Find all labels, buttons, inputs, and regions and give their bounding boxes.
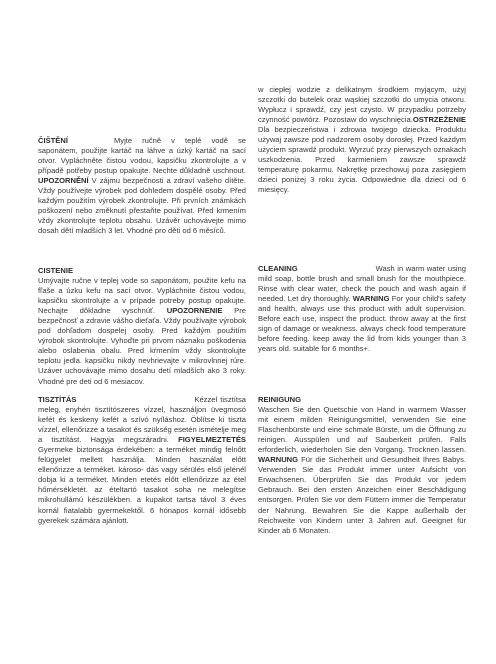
english-text-1: Wash in warm water using mild soap, bottle brush and small brush for the mouthpiece. Rinse with clear water, check the pouch and wash again if needed. Let dry thoroughly. (258, 264, 466, 304)
czech-heading: ČIŠTĚNÍ (38, 136, 68, 145)
czech-text-2: V zájmu bezpečnosti a zdraví vašeho dítěte. Vždy používejte výrobek pod dohledem dospělé osoby. Před každým použitím výrobek zkontrolujte. Při prvních známkách poškození nebo změknutí přestaňte používat. Před krmením vždy zkontrolujte teplotu obsahu. Uzávěr uchovávejte mimo dosah dětí mladších 3 let. Vhodné pro děti od 6 měsíců. (38, 176, 246, 236)
slovak-heading-line (38, 266, 246, 276)
section-polish-continued (258, 85, 466, 196)
english-paragraph (258, 264, 466, 354)
german-text-2: Für die Sicherheit und Gesundheit Ihres Babys. Verwenden Sie das Produkt immer unter Aufsicht von Erwachsenen. Überprüfen Sie das Produkt vor jedem Gebrauch. Bei den ersten Anzeichen einer Beschädigung entsorgen. Prüfen Sie vor dem Füttern immer die Temperatur der Nahrung. Bewahren Sie die Kappe außerhalb der Reichweite von Kindern unter 3 Jahren auf. Geeignet für Kinder ab 6 Monaten. (258, 455, 466, 535)
slovak-heading: CISTENIE (38, 266, 74, 275)
german-paragraph (258, 405, 466, 536)
english-text-2: For your child's safety and health, always use this product with adult supervision. Before each use, inspect the product. throw away at the first sign of damage or weakness. always check food temperature before feeding. keep away the lid from kids younger than 3 years old. suitable for 6 months+. (258, 294, 466, 354)
hungarian-paragraph (38, 395, 246, 526)
section-english (258, 264, 466, 354)
czech-text-1: Myjte ručně v teplé vodě se saponátem, použijte kartáč na láhve a úzký kartáč na sací otvor. Vypláchněte čistou vodou, kapsičku zkontrolujte a v případě potřeby postup opakujte. Nechte důkladně uschnout. (38, 136, 246, 176)
slovak-warning: UPOZORNENIE (166, 306, 223, 316)
section-slovak (38, 266, 246, 387)
polish-continued-paragraph (258, 85, 466, 196)
slovak-paragraph (38, 276, 246, 387)
hungarian-warning: FIGYELMEZTETÉS (178, 435, 246, 445)
polish-text-0: w ciepłej wodzie z delikatnym środkiem myjącym, użyj szczotki do butelek oraz wąskiej szczotki do umycia otworu. Wypłucz i sprawdź, czy jest czysto. W przypadku potrzeby czynność powtórz. Pozostaw do wyschnięcia. (258, 85, 466, 125)
english-heading: CLEANING (258, 264, 298, 273)
slovak-text-2: Pre bezpečnosť a zdravie vášho dieťaťa. Vždy používajte výrobok pod dohľadom dospelej osoby. Pred každým použitím výrobok skontrolujte. Vyhoďte pri prvom náznaku poškodenia alebo oslabenia obalu. Pred kŕmením vždy skontrolujte teplotu jedla. kapsičku nikdy nevhrievajte v mikrovlnnej rúre. Uzáver uchovávajte mimo dosahu detí mladších ako 3 roky. Vhodné pre deti od 6 mesiacov. (38, 306, 246, 386)
hungarian-text-1: Kézzel tisztítsa meleg, enyhén tisztítószeres vízzel, használjon üvegmosó kefét és keskeny kefét a szívó nyíláshoz. Öblítse ki tiszta vízzel, ellenőrizze a tasakot és szükség esetén ismételje meg a tisztítást. Hagyja megszáradni. (38, 395, 246, 445)
german-heading-line (258, 395, 466, 405)
german-heading: REINIGUNG (258, 395, 302, 404)
polish-text-0b: Dla bezpieczeństwa i zdrowia twojego dziecka. Produktu używaj zawsze pod nadzorem osoby dorosłej. Przed każdym użyciem sprawdź produkt. Wyrzuć przy pierwszych oznakach uszkodzenia. Przed karmieniem zawsze sprawdź temperaturę pokarmu. Nakrętkę przechowuj poza zasięgiem dzieci poniżej 3 roku życia. Odpowiednie dla dzieci od 6 miesięcy. (258, 125, 466, 195)
slovak-text-1: Umývajte ručne v teplej vode so saponátom, použite kefu na fľaše a úzku kefu na sací otvor. Vypláchnite čistou vodou, kapsičku skontrolujte a v prípade potreby postup opakujte. Nechajte dôkladne vyschnúť. (38, 276, 246, 316)
section-czech (38, 136, 246, 236)
german-warning: WARNUNG (258, 455, 299, 465)
section-hungarian (38, 395, 246, 526)
german-text-1: Waschen Sie den Quetschie von Hand in warmem Wasser mit einem milden Reinigungsmittel, verwenden Sie eine Flaschenbürste und eine schmale Bürste, um die Öffnung zu reinigen. Ausspülen und auf Sauberkeit prüfen. Falls erforderlich, wiederholen Sie den Vorgang. Trocknen lassen. (258, 405, 466, 455)
section-german (258, 395, 466, 536)
hungarian-heading: TISZTÍTÁS (38, 395, 77, 404)
czech-warning: UPOZORNĚNÍ (38, 176, 89, 186)
hungarian-text-2: Gyermeke biztonsága érdekében: a terméket mindig felnőtt felügyelet mellett használja. Minden használat előtt ellenőrizze a terméket. károso- dás vagy sérülés első jelénél dobja ki a terméket. Minden etetés előtt ellenőrizze az étel hőmérsékletét. az ételtartó tasakot soha ne melegítse mikrohullámú készülékben. a kupakot tartsa távol 3 éves kornál fiatalabb gyermekektől. 6 hónapos kornál idősebb gyerekek számára ajánlott. (38, 445, 246, 525)
polish-warning: OSTRZEŻENIE (412, 115, 466, 125)
english-warning: WARNING (352, 294, 390, 304)
czech-paragraph (38, 136, 246, 236)
